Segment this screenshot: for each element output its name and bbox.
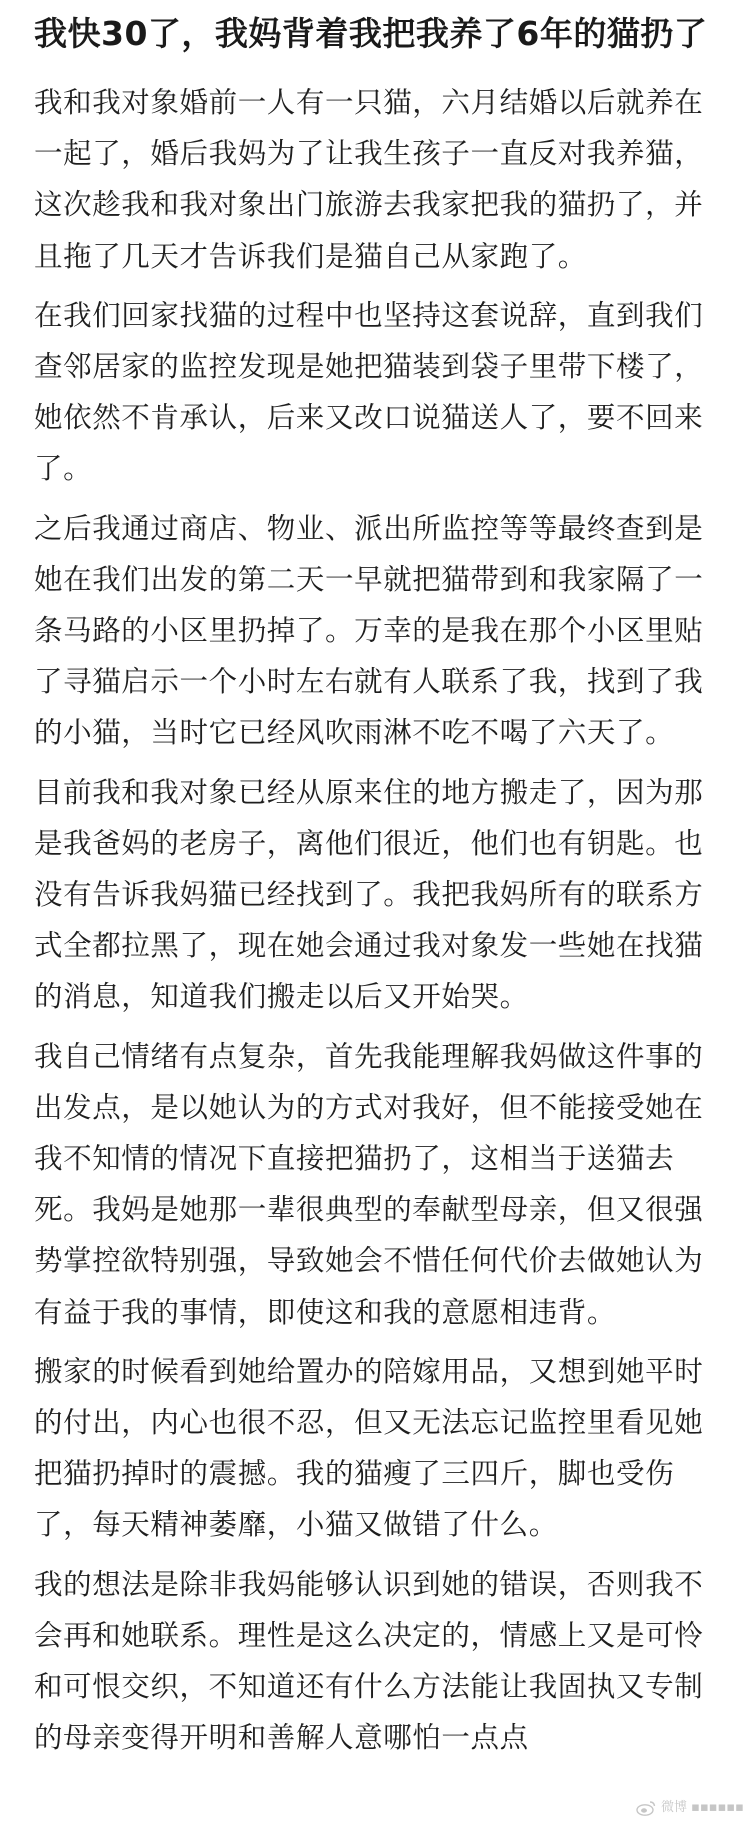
post-title: 我快30了，我妈背着我把我养了6年的猫扔了 (34, 14, 708, 53)
post-paragraph: 我自己情绪有点复杂，首先我能理解我妈做这件事的出发点，是以她认为的方式对我好，但不能接受她在我不知情的情况下直接把猫扔了，这相当于送猫去死。我妈是她那一辈很典型的奉献型母亲，但又很强势掌控欲特别强，导致她会不惜任何代价去做她认为有益于我的事情，即使这和我的意愿相违背。 (34, 1039, 704, 1329)
post-paragraph: 目前我和我对象已经从原来住的地方搬走了，因为那是我爸妈的老房子，离他们很近，他们也有钥匙。也没有告诉我妈猫已经找到了。我把我妈所有的联系方式全都拉黑了，现在她会通过我对象发一些她在找猫的消息，知道我们搬走以后又开始哭。 (34, 775, 704, 1014)
weibo-logo-icon (636, 1800, 656, 1816)
post-paragraph: 在我们回家找猫的过程中也坚持这套说辞，直到我们查邻居家的监控发现是她把猫装到袋子里带下楼了，她依然不肯承认，后来又改口说猫送人了，要不回来了。 (34, 298, 704, 486)
post-body (34, 77, 726, 1764)
watermark-text: 微博 ▪▪▪▪▪▪ (661, 1800, 744, 1815)
post-paragraph: 我和我对象婚前一人有一只猫，六月结婚以后就养在一起了，婚后我妈为了让我生孩子一直反对我养猫，这次趁我和我对象出门旅游去我家把我的猫扔了，并且拖了几天才告诉我们是猫自己从家跑了。 (34, 86, 704, 273)
post-paragraph: 之后我通过商店、物业、派出所监控等等最终查到是她在我们出发的第二天一早就把猫带到和我家隔了一条马路的小区里扔掉了。万幸的是我在那个小区里贴了寻猫启示一个小时左右就有人联系了我，找到了我的小猫，当时它已经风吹雨淋不吃不喝了六天了。 (34, 511, 704, 750)
watermark (636, 1800, 744, 1816)
post-paragraph: 我的想法是除非我妈能够认识到她的错误，否则我不会再和她联系。理性是这么决定的，情感上又是可怜和可恨交织，不知道还有什么方法能让我固执又专制的母亲变得开明和善解人意哪怕一点点 (34, 1567, 704, 1755)
post-paragraph: 搬家的时候看到她给置办的陪嫁用品，又想到她平时的付出，内心也很不忍，但又无法忘记监控里看见她把猫扔掉时的震撼。我的猫瘦了三四斤，脚也受伤了，每天精神萎靡，小猫又做错了什么。 (34, 1354, 704, 1542)
